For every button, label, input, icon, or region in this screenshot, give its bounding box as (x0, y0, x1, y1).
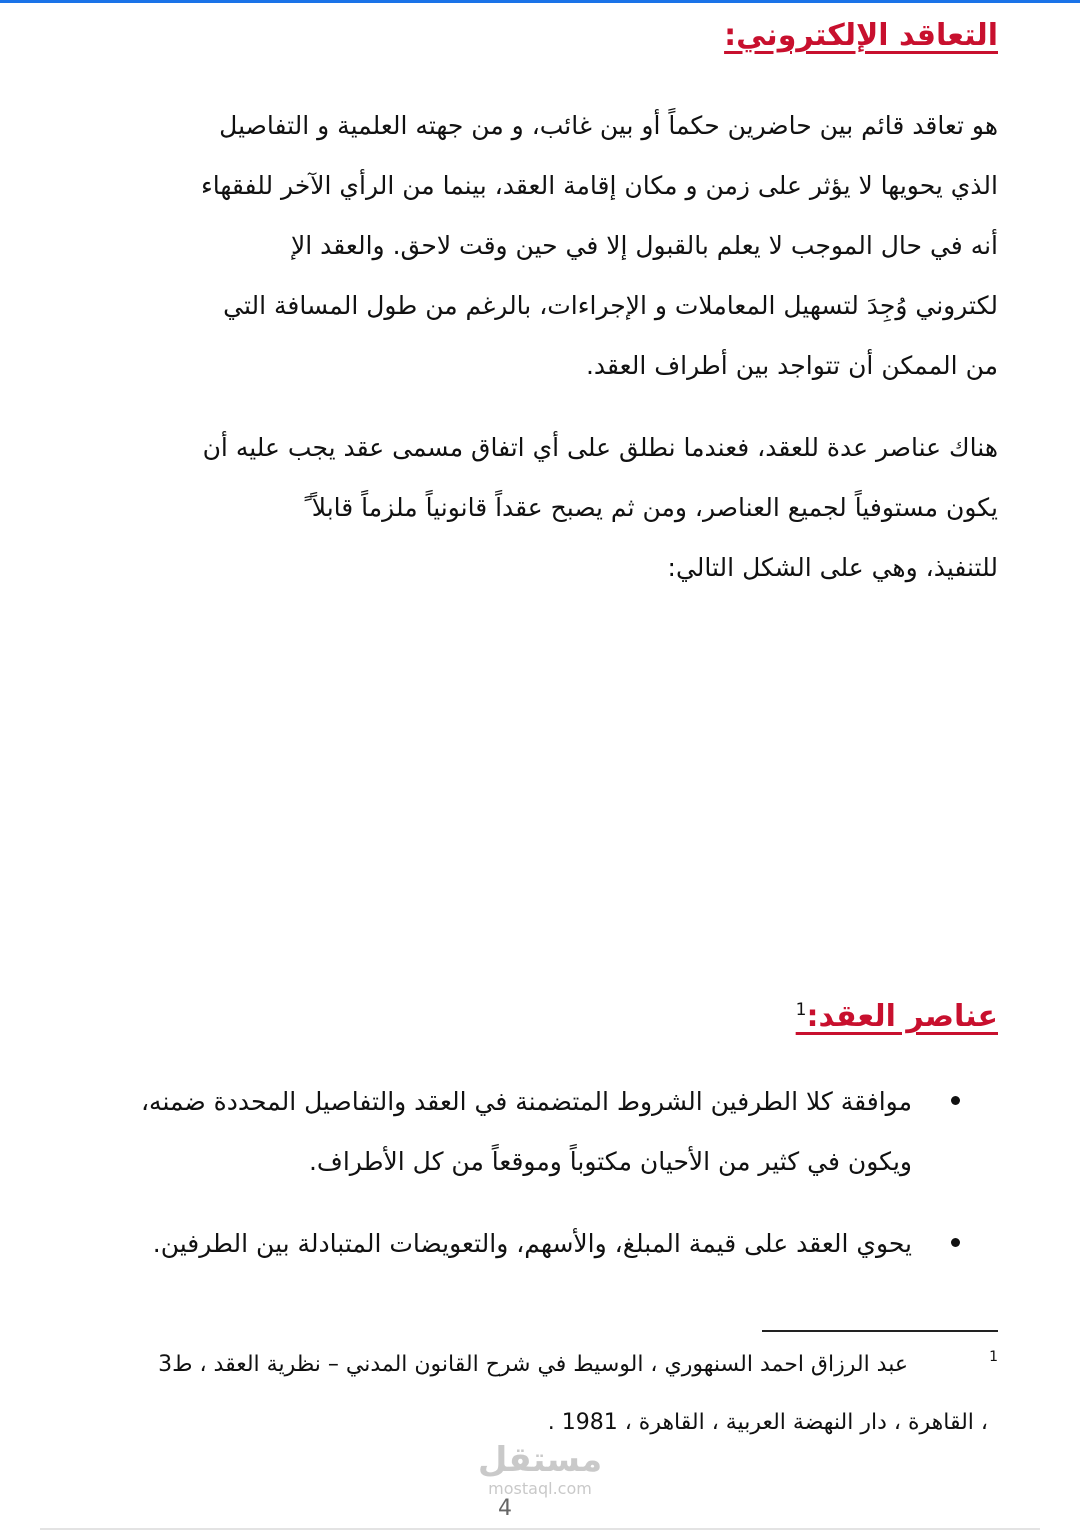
paragraph-elements-intro (98, 418, 998, 598)
paragraph-line: يكون مستوفياً لجميع العناصر، ومن ثم يصبح عقداً قانونياً ملزماً قابلاً ً (304, 493, 998, 522)
paragraph-line: هناك عناصر عدة للعقد، فعندما نطلق على أي اتفاق مسمى عقد يجب عليه أن (202, 433, 998, 462)
list-item-line: ويكون في كثير من الأحيان مكتوباً وموقعاً من كل الأطراف. (308, 1147, 912, 1176)
paragraph-line: الذي يحويها لا يؤثر على زمن و مكان إقامة العقد، بينما من الرأي الآخر للفقهاء (201, 171, 998, 200)
bullet-icon (951, 1238, 960, 1247)
section-title-contract-elements (796, 988, 998, 1039)
list-item (58, 1214, 998, 1274)
page-number: 4 (498, 1496, 512, 1521)
footnote-line: عبد الرزاق احمد السنهوري ، الوسيط في شرح القانون المدني – نظرية العقد ، ط3 (158, 1352, 908, 1377)
paragraph-line: للتنفيذ، وهي على الشكل التالي: (667, 553, 998, 582)
list-item-line: يحوي العقد على قيمة المبلغ، والأسهم، والتعويضات المتبادلة بين الطرفين. (152, 1229, 912, 1258)
paragraph-definition (98, 96, 998, 396)
list-item-line: موافقة كلا الطرفين الشروط المتضمنة في العقد والتفاصيل المحددة ضمنه، (140, 1087, 912, 1116)
page-bottom-divider (40, 1528, 1040, 1530)
footnote-reference[interactable]: 1 (795, 1000, 807, 1020)
watermark-arabic: مستقل (477, 1440, 603, 1480)
elements-list (58, 1072, 998, 1296)
footnote-line: ، القاهرة ، دار النهضة العربية ، القاهرة ، 1981 . (547, 1410, 988, 1435)
list-item (58, 1072, 998, 1192)
footnote-mark: 1 (989, 1349, 998, 1365)
section-title-electronic-contracting (724, 14, 998, 58)
paragraph-line: هو تعاقد قائم بين حاضرين حكماً أو بين غائب، و من جهته العلمية و التفاصيل (219, 111, 998, 140)
section-title-text: التعاقد الإلكتروني: (724, 18, 998, 53)
bullet-icon (951, 1096, 960, 1105)
watermark-latin: mostaql.com (488, 1479, 592, 1498)
section-title-text: عناصر العقد: (806, 999, 998, 1034)
paragraph-line: لكتروني وُجِدَ لتسهيل المعاملات و الإجراءات، بالرغم من طول المسافة التي (223, 291, 998, 320)
footnote-separator (762, 1330, 998, 1332)
footnote (78, 1336, 998, 1452)
paragraph-line: من الممكن أن تتواجد بين أطراف العقد. (585, 351, 998, 380)
paragraph-line: أنه في حال الموجب لا يعلم بالقبول إلا في حين وقت لاحق. والعقد الإ (291, 231, 998, 260)
